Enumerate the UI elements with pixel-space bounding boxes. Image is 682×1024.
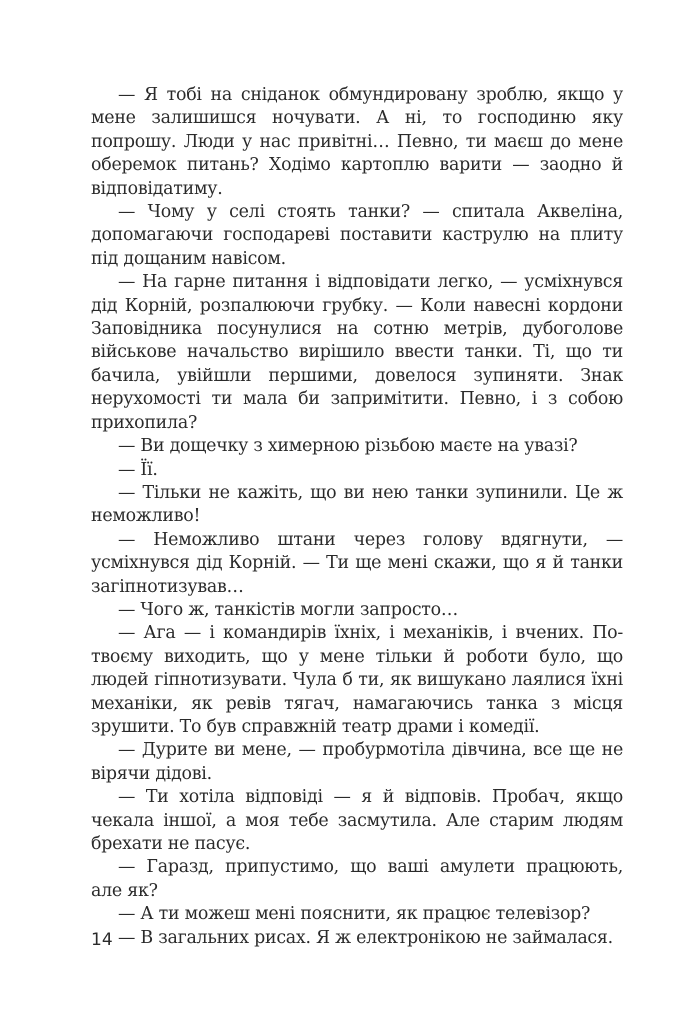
paragraph: — А ти можеш мені пояснити, як працює телевізор?	[118, 904, 591, 925]
paragraph: — Її.	[118, 459, 158, 480]
paragraph: — На гарне питання і відповідати легко, — усміхнувся дід Корній, розпалюючи грубку. — Коли навесні кордони Заповідника посунулися на сотню метрів, дубоголове військове начальство вирішило ввести танки. Ті, що ти бачила, увійшли першими, довелося зупиняти. Знак нерухомості ти мала би запримітити. Певно, і з собою прихопила?	[91, 272, 623, 433]
paragraph: — Неможливо штани через голову вдягнути, — усміхнувся дід Корній. — Ти ще мені скажи, що я й танки загіпнотизував…	[91, 529, 623, 597]
paragraph: — Ви дощечку з химерною різьбою маєте на увазі?	[118, 436, 578, 457]
paragraph: — Тільки не кажіть, що ви нею танки зупинили. Це ж неможливо!	[91, 482, 623, 527]
paragraph: — Ти хотіла відповіді — я й відповів. Пробач, якщо чекала іншої, а моя тебе засмутила. Але старим людям брехати не пасує.	[91, 787, 623, 854]
paragraph: — Чому у селі стоять танки? — спитала Аквеліна, допомагаючи господареві поставити каструлю на плиту під дощаним навісом.	[91, 202, 623, 269]
paragraph: — Ага — і командирів їхніх, і механіків, і вчених. По-твоєму виходить, що у мене тільки й роботи було, що людей гіпнотизувати. Чула б ти, як вишукано лаялися їхні механіки, як ревів тягач, намагаючись танка з місця зрушити. То був справжній театр драми і комедії.	[91, 623, 623, 737]
paragraph: — Дурите ви мене, — пробурмотіла дівчина, все ще не вірячи дідові.	[91, 740, 623, 784]
paragraph: — Гаразд, припустимо, що ваші амулети працюють, але як?	[91, 857, 623, 901]
body-text	[91, 84, 623, 950]
paragraph: — Чого ж, танкістів могли запросто…	[118, 599, 459, 620]
paragraph: — В загальних рисах. Я ж електронікою не займалася.	[118, 927, 613, 948]
paragraph: — Я тобі на сніданок обмундировану зроблю, якщо у мене залишишся ночувати. А ні, то господиню яку попрошу. Люди у нас привітні… Певно, ти маєш до мене оберемок питань? Ходімо картоплю варити — заодно й відповідатиму.	[91, 85, 623, 199]
page-number: 14	[91, 930, 113, 950]
